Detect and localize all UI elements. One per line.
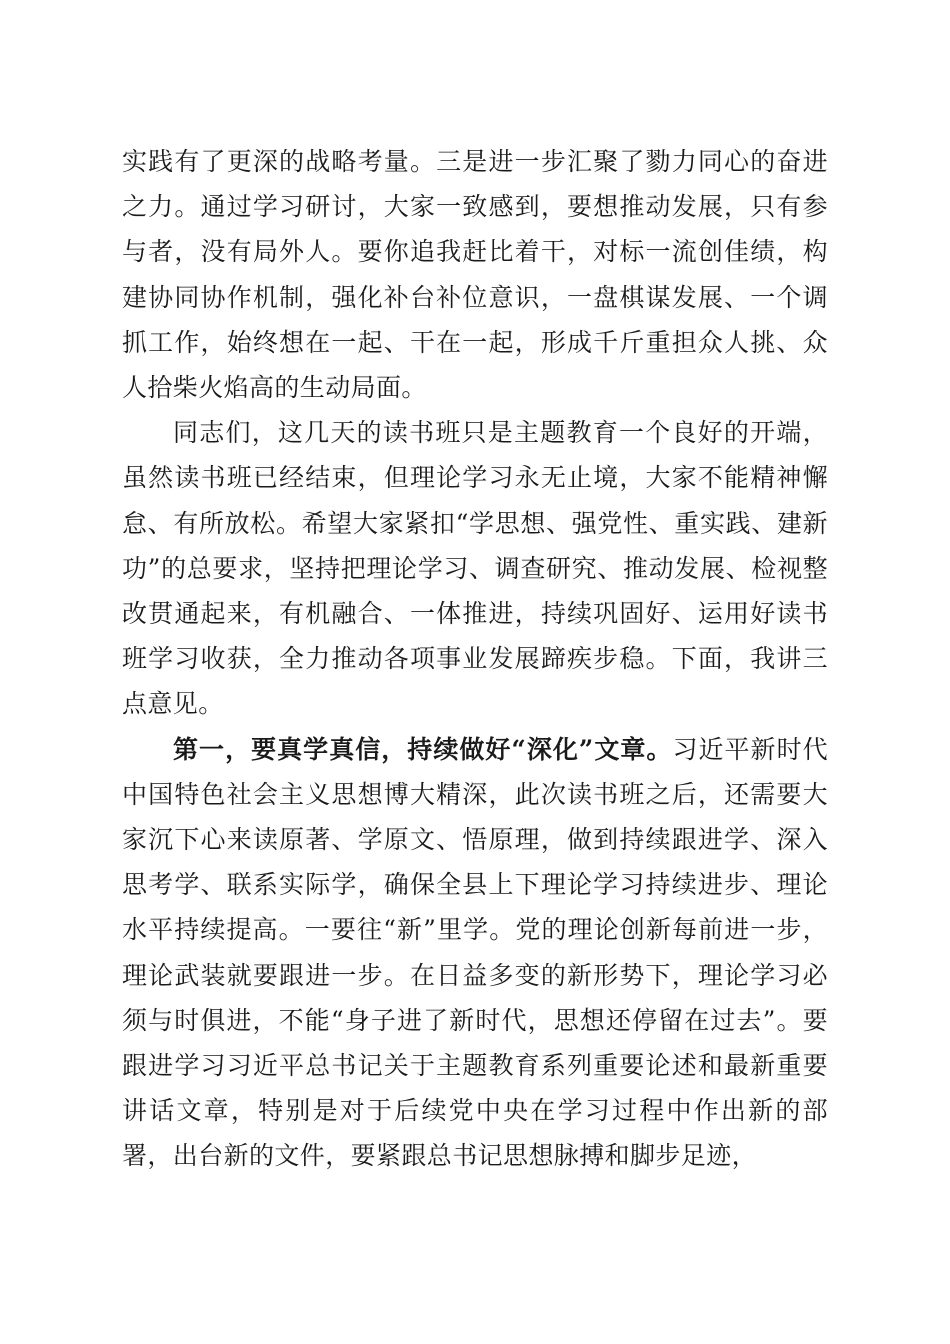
paragraph-2 [122, 410, 828, 726]
paragraph-2-text: 同志们，这几天的读书班只是主题教育一个良好的开端，虽然读书班已经结束，但理论学习永无止境，大家不能精神懈怠、有所放松。希望大家紧扣“学思想、强党性、重实践、建新功”的总要求，坚持把理论学习、调查研究、推动发展、检视整改贯通起来，有机融合、一体推进，持续巩固好、运用好读书班学习收获，全力推动各项事业发展蹄疾步稳。下面，我讲三点意见。 [122, 418, 828, 719]
paragraph-3 [122, 727, 828, 1179]
paragraph-3-text: 习近平新时代中国特色社会主义思想博大精深，此次读书班之后，还需要大家沉下心来读原著、学原文、悟原理，做到持续跟进学、深入思考学、联系实际学，确保全县上下理论学习持续进步、理论水平持续提高。一要往“新”里学。党的理论创新每前进一步，理论武装就要跟进一步。在日益多变的新形势下，理论学习必须与时俱进，不能“身子进了新时代，思想还停留在过去”。要跟进学习习近平总书记关于主题教育系列重要论述和最新重要讲话文章，特别是对于后续党中央在学习过程中作出新的部署，出台新的文件，要紧跟总书记思想脉搏和脚步足迹， [122, 734, 829, 1171]
document-body [122, 139, 828, 1179]
paragraph-3-lead: 第一，要真学真信，持续做好“深化”文章。 [173, 734, 673, 764]
paragraph-1 [122, 139, 828, 410]
paragraph-1-text: 实践有了更深的战略考量。三是进一步汇聚了勠力同心的奋进之力。通过学习研讨，大家一致感到，要想推动发展，只有参与者，没有局外人。要你追我赶比着干，对标一流创佳绩，构建协同协作机制，强化补台补位意识，一盘棋谋发展、一个调抓工作，始终想在一起、干在一起，形成千斤重担众人挑、众人拾柴火焰高的生动局面。 [122, 147, 828, 403]
